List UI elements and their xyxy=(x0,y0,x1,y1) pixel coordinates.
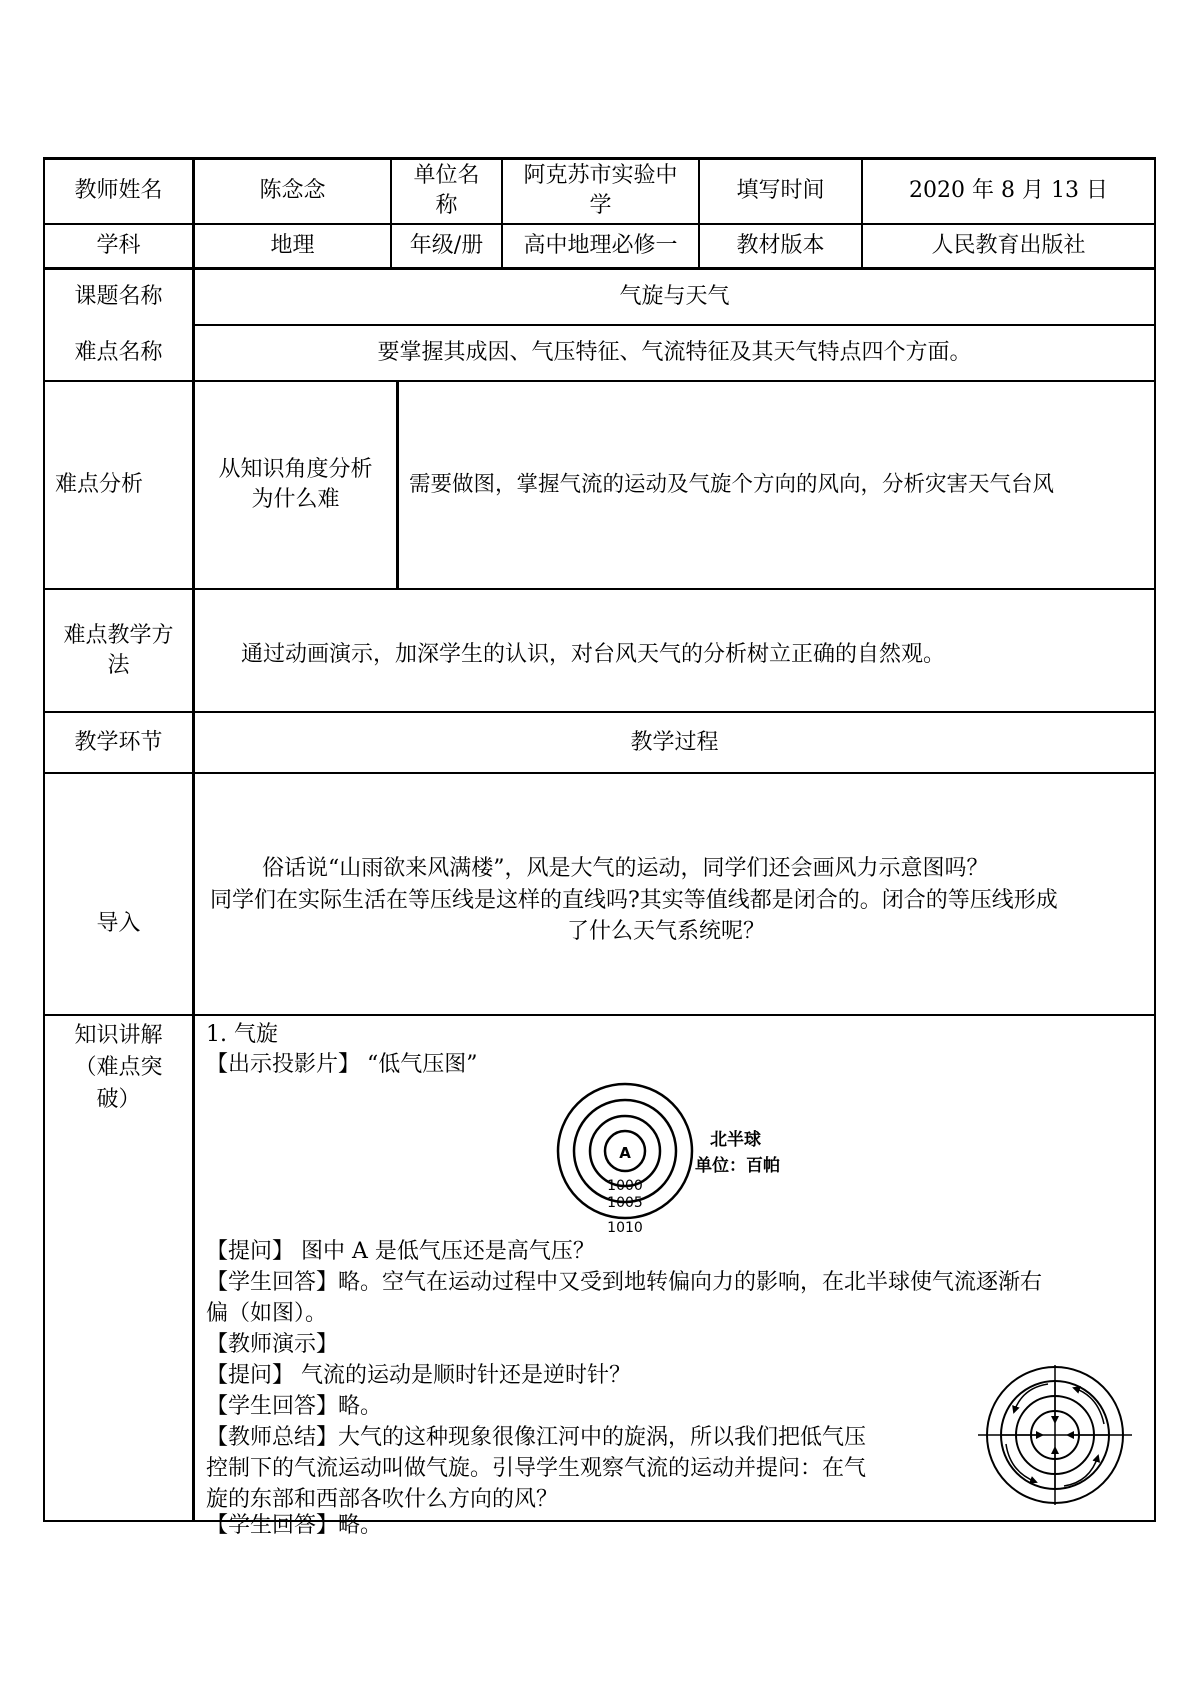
intro-line-3: 了什么天气系统呢？ xyxy=(567,919,766,944)
analysis-value: 需要做图，掌握气流的运动及气旋个方向的风向，分析灾害天气台风 xyxy=(409,472,1055,497)
intro-label: 导入 xyxy=(96,911,141,936)
row-divider xyxy=(43,772,1156,774)
row-divider xyxy=(43,1014,1156,1016)
difficulty-value: 要掌握其成因、气压特征、气流特征及其天气特点四个方面。 xyxy=(377,340,972,365)
topic-value: 气旋与天气 xyxy=(619,284,730,309)
intro-line-1: 俗话说“山雨欲来风满楼”，风是大气的运动，同学们还会画风力示意图吗？ xyxy=(262,856,989,881)
teacher-name-label: 教师姓名 xyxy=(74,178,163,203)
knowledge-label: 知识讲解（难点突破） xyxy=(74,1023,163,1112)
knowledge-line: 【学生回答】略。空气在运动过程中又受到地转偏向力的影响，在北半球使气流逐渐右 xyxy=(206,1270,1043,1295)
method-value: 通过动画演示，加深学生的认识，对台风天气的分析树立正确的自然观。 xyxy=(241,641,946,667)
knowledge-line: 旋的东部和西部各吹什么方向的风？ xyxy=(206,1487,559,1512)
knowledge-line: 控制下的气流运动叫做气旋。引导学生观察气流的运动并提问：在气 xyxy=(206,1456,867,1481)
knowledge-line: 【教师演示】 xyxy=(206,1332,339,1357)
grade-value: 高中地理必修一 xyxy=(523,233,678,258)
grade-label: 年级/册 xyxy=(409,233,484,258)
analysis-label: 难点分析 xyxy=(55,472,144,497)
knowledge-line: 【学生回答】略。 xyxy=(206,1394,383,1419)
subject-label: 学科 xyxy=(96,233,141,258)
unit-name-label: 单位名称 xyxy=(413,163,480,218)
hemisphere-label: 北半球 xyxy=(710,1130,761,1150)
difficulty-label: 难点名称 xyxy=(74,340,163,365)
knowledge-line: 【提问】 气流的运动是顺时针还是逆时针？ xyxy=(206,1363,631,1388)
process-value: 教学过程 xyxy=(630,729,719,755)
unit-name-value: 阿克苏市实验中学 xyxy=(523,163,678,218)
cyclone-airflow-diagram xyxy=(970,1360,1140,1510)
method-label: 难点教学方法 xyxy=(63,622,174,678)
textbook-edition-value: 人民教育出版社 xyxy=(931,233,1086,258)
subject-value: 地理 xyxy=(270,233,315,258)
isobar-label-1005: 1005 xyxy=(607,1195,643,1211)
knowledge-line: 【出示投影片】 “低气压图” xyxy=(206,1052,478,1077)
low-pressure-diagram xyxy=(555,1077,815,1237)
analysis-sub-label: 从知识角度分析为什么难 xyxy=(218,457,373,512)
knowledge-line: 1. 气旋 xyxy=(206,1022,278,1047)
low-center-label: A xyxy=(619,1144,631,1162)
intro-line-2: 同学们在实际生活在等压线是这样的直线吗?其实等值线都是闭合的。闭合的等压线形成 xyxy=(210,888,1058,913)
knowledge-line: 【学生回答】略。 xyxy=(206,1513,383,1538)
topic-label: 课题名称 xyxy=(74,284,163,309)
fill-date-value: 2020 年 8 月 13 日 xyxy=(909,178,1108,203)
fill-date-label: 填写时间 xyxy=(736,178,825,203)
knowledge-line: 【教师总结】大气的这种现象很像江河中的旋涡，所以我们把低气压 xyxy=(206,1425,867,1450)
process-label: 教学环节 xyxy=(74,729,163,755)
knowledge-line: 【提问】 图中 A 是低气压还是高气压？ xyxy=(206,1239,595,1264)
unit-label: 单位：百帕 xyxy=(695,1156,780,1176)
isobar-label-1010: 1010 xyxy=(607,1220,643,1236)
isobar-label-1000: 1000 xyxy=(607,1178,643,1194)
table-border-right xyxy=(1154,157,1156,1522)
teacher-name-value: 陈念念 xyxy=(259,178,326,203)
textbook-edition-label: 教材版本 xyxy=(736,233,825,258)
knowledge-line: 偏（如图）。 xyxy=(206,1301,328,1326)
